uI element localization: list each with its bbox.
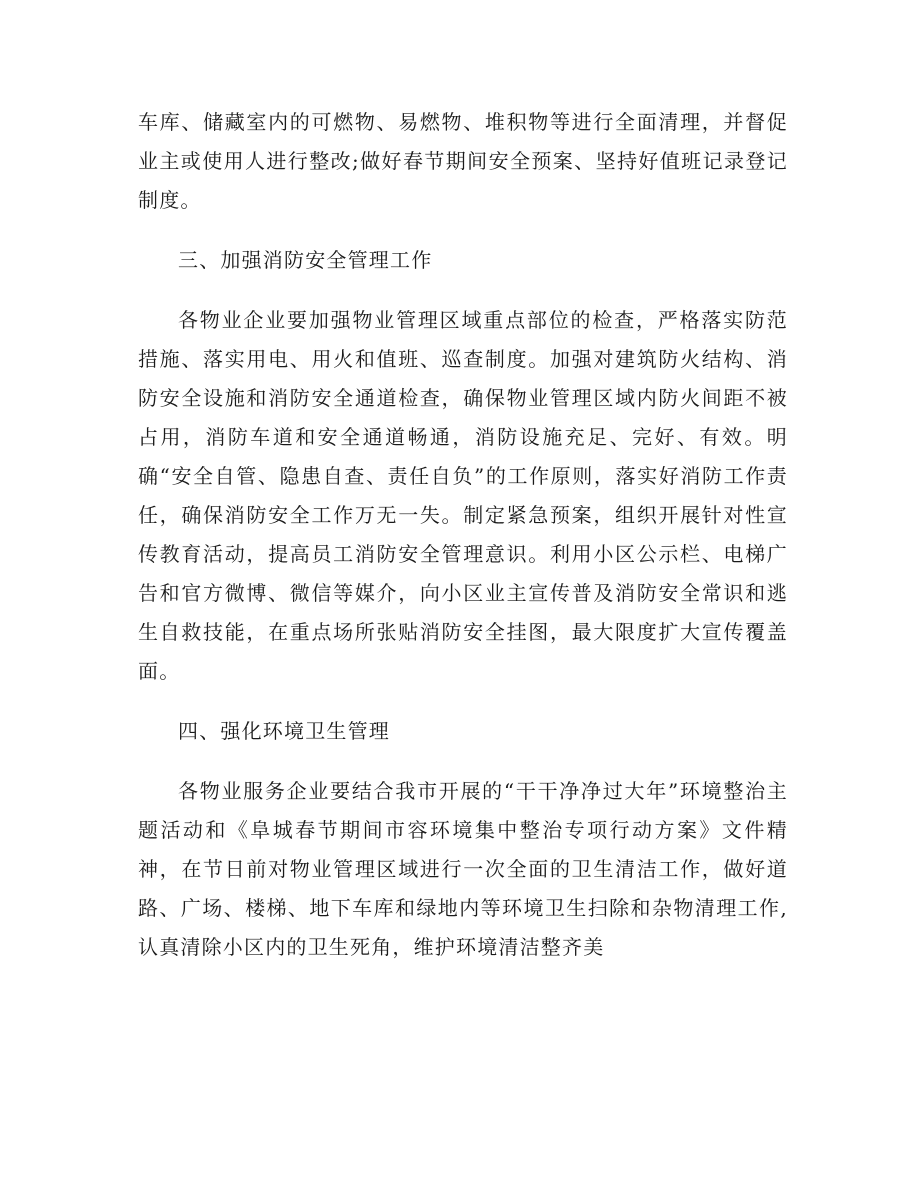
section-heading-3: 三、加强消防安全管理工作	[178, 248, 433, 272]
paragraph-sanitation: 各物业服务企业要结合我市开展的“干干净净过大年”环境整治主题活动和《阜城春节期间市容环境集中整治专项行动方案》文件精神，在节日前对物业管理区域进行一次全面的卫生清洁工作，做好道路、广场、楼梯、地下车库和绿地内等环境卫生扫除和杂物清理工作,认真清除小区内的卫生死角，维护环境清洁整齐美	[138, 779, 788, 959]
paragraph-continuation: 车库、储藏室内的可燃物、易燃物、堆积物等进行全面清理，并督促业主或使用人进行整改;做好春节期间安全预案、坚持好值班记录登记制度。	[138, 110, 788, 212]
paragraph-fire-safety: 各物业企业要加强物业管理区域重点部位的检查，严格落实防范措施、落实用电、用火和值班、巡查制度。加强对建筑防火结构、消防安全设施和消防安全通道检查，确保物业管理区域内防火间距不被占用，消防车道和安全通道畅通，消防设施充足、完好、有效。明确“安全自管、隐患自查、责任自负”的工作原则，落实好消防工作责任，确保消防安全工作万无一失。制定紧急预案，组织开展针对性宣传教育活动，提高员工消防安全管理意识。利用小区公示栏、电梯广告和官方微博、微信等媒介，向小区业主宣传普及消防安全常识和逃生自救技能，在重点场所张贴消防安全挂图，最大限度扩大宣传覆盖面。	[138, 308, 788, 683]
section-heading-4: 四、强化环境卫生管理	[178, 719, 390, 743]
document-body	[138, 103, 788, 988]
